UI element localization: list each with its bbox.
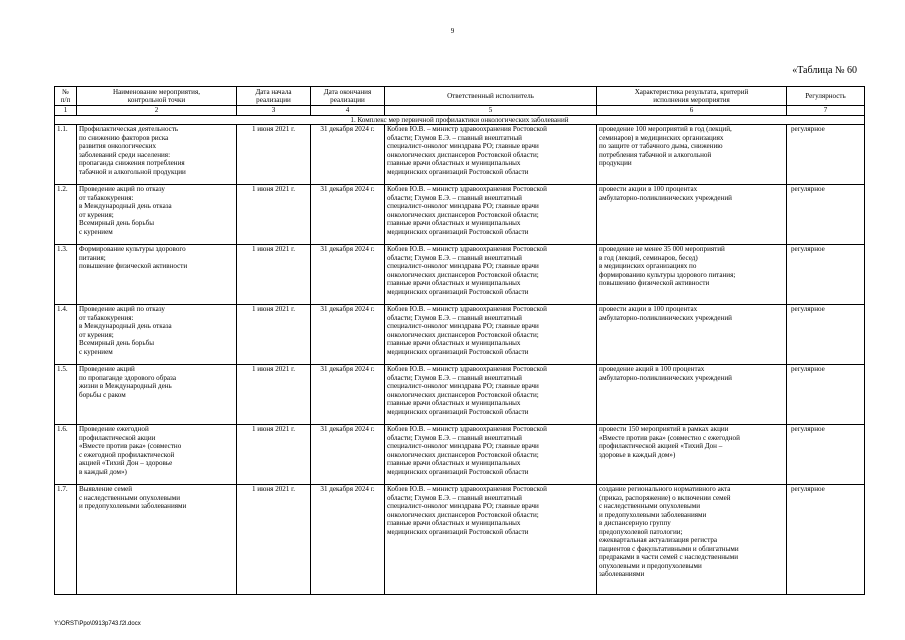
end-date: 31 декабря 2024 г.: [311, 185, 385, 245]
measure-name: Выявление семей с наследственными опухолевыми и предопухолевыми заболеваниями: [77, 485, 237, 595]
result-characteristic: проведение акций в 100 процентах амбулаторно-поликлинических учреждений: [597, 365, 787, 425]
result-characteristic: создание регионального нормативного акта (приказ, распоряжение) о включении семей с наследственными опухолевыми и предопухолевыми заболеваниями в диспансерную группу предопухолевой патологии; ежеквартальная актуализация регистра пациентов с факультативными и облигатными предраками в части семей с наследственными опухолевыми и предопухолевыми заболеваниями: [597, 485, 787, 595]
header-row: [55, 87, 865, 106]
section-title: 1. Комплекс мер первичной профилактики онкологических заболеваний: [55, 115, 865, 125]
row-number: 1.3.: [55, 245, 77, 305]
header-cell: Дата начала реализации: [237, 87, 311, 106]
result-characteristic: проведение 100 мероприятий в год (лекций, семинаров) в медицинских организациях по защите от табачного дыма, снижению потребления табачной и алкогольной продукции: [597, 125, 787, 185]
table-row: [55, 185, 865, 245]
header-cell: Наименование мероприятия, контрольной точки: [77, 87, 237, 106]
column-number-cell: 2: [77, 106, 237, 116]
table-label: «Таблица № 60: [792, 65, 857, 76]
responsible-executor: Кобзев Ю.В. – министр здравоохранения Ростовской области; Глумов Е.Э. – главный внештатный специалист-онколог минздрава РО; главные врачи онкологических диспансеров Ростовской области; главные врачи областных и муниципальных медицинских организаций Ростовской области: [385, 125, 597, 185]
responsible-executor: Кобзев Ю.В. – министр здравоохранения Ростовской области; Глумов Е.Э. – главный внештатный специалист-онколог минздрава РО; главные врачи онкологических диспансеров Ростовской области; главные врачи областных и муниципальных медицинских организаций Ростовской области: [385, 485, 597, 595]
column-number-cell: 3: [237, 106, 311, 116]
measure-name: Проведение акций по пропаганде здорового образа жизни в Международный день борьбы с раком: [77, 365, 237, 425]
header-cell: Регулярность: [787, 87, 865, 106]
regularity: регулярное: [787, 365, 865, 425]
measure-name: Проведение ежегодной профилактической акции «Вместе против рака» (совместно с ежегодной профилактической акцией «Тихий Дон – здоровье в каждый дом»): [77, 425, 237, 485]
end-date: 31 декабря 2024 г.: [311, 365, 385, 425]
regularity: регулярное: [787, 185, 865, 245]
end-date: 31 декабря 2024 г.: [311, 425, 385, 485]
responsible-executor: Кобзев Ю.В. – министр здравоохранения Ростовской области; Глумов Е.Э. – главный внештатный специалист-онколог минздрава РО; главные врачи онкологических диспансеров Ростовской области; главные врачи областных и муниципальных медицинских организаций Ростовской области: [385, 245, 597, 305]
result-characteristic: провести 150 мероприятий в рамках акции «Вместе против рака» (совместно с ежегодной профилактической акцией «Тихий Дон – здоровье в каждый дом»): [597, 425, 787, 485]
measure-name: Проведение акций по отказу от табакокурения: в Международный день отказа от курения; Всемирный день борьбы с курением: [77, 185, 237, 245]
table-row: [55, 125, 865, 185]
column-number-cell: 4: [311, 106, 385, 116]
regularity: регулярное: [787, 125, 865, 185]
table-row: [55, 425, 865, 485]
end-date: 31 декабря 2024 г.: [311, 485, 385, 595]
header-cell: Ответственный исполнитель: [385, 87, 597, 106]
regularity: регулярное: [787, 425, 865, 485]
measure-name: Проведение акций по отказу от табакокурения: в Международный день отказа от курения; Всемирный день борьбы с курением: [77, 305, 237, 365]
result-characteristic: проведение не менее 35 000 мероприятий в год (лекций, семинаров, бесед) в медицинских организациях по формированию культуры здорового питания; повышению физической активности: [597, 245, 787, 305]
table-row: [55, 305, 865, 365]
end-date: 31 декабря 2024 г.: [311, 245, 385, 305]
page-number: 9: [450, 27, 455, 35]
header-cell: Дата окончания реализации: [311, 87, 385, 106]
row-number: 1.4.: [55, 305, 77, 365]
responsible-executor: Кобзев Ю.В. – министр здравоохранения Ростовской области; Глумов Е.Э. – главный внештатный специалист-онколог минздрава РО; главные врачи онкологических диспансеров Ростовской области; главные врачи областных и муниципальных медицинских организаций Ростовской области: [385, 305, 597, 365]
end-date: 31 декабря 2024 г.: [311, 125, 385, 185]
row-number: 1.7.: [55, 485, 77, 595]
row-number: 1.6.: [55, 425, 77, 485]
column-number-cell: 7: [787, 106, 865, 116]
start-date: 1 июня 2021 г.: [237, 125, 311, 185]
column-number-row: [55, 106, 865, 116]
table-row: [55, 485, 865, 595]
start-date: 1 июня 2021 г.: [237, 245, 311, 305]
measure-name: Формирование культуры здорового питания; повышение физической активности: [77, 245, 237, 305]
responsible-executor: Кобзев Ю.В. – министр здравоохранения Ростовской области; Глумов Е.Э. – главный внештатный специалист-онколог минздрава РО; главные врачи онкологических диспансеров Ростовской области; главные врачи областных и муниципальных медицинских организаций Ростовской области: [385, 425, 597, 485]
regularity: регулярное: [787, 305, 865, 365]
section-row: [55, 115, 865, 125]
table-row: [55, 365, 865, 425]
start-date: 1 июня 2021 г.: [237, 365, 311, 425]
header-cell: № п/п: [55, 87, 77, 106]
start-date: 1 июня 2021 г.: [237, 425, 311, 485]
end-date: 31 декабря 2024 г.: [311, 305, 385, 365]
regularity: регулярное: [787, 245, 865, 305]
row-number: 1.2.: [55, 185, 77, 245]
column-number-cell: 6: [597, 106, 787, 116]
regularity: регулярное: [787, 485, 865, 595]
measure-name: Профилактическая деятельность по снижению факторов риска развития онкологических заболеваний среди населения: пропаганда снижения потребления табачной и алкогольной продукции: [77, 125, 237, 185]
table-row: [55, 245, 865, 305]
start-date: 1 июня 2021 г.: [237, 485, 311, 595]
start-date: 1 июня 2021 г.: [237, 305, 311, 365]
responsible-executor: Кобзев Ю.В. – министр здравоохранения Ростовской области; Глумов Е.Э. – главный внештатный специалист-онколог минздрава РО; главные врачи онкологических диспансеров Ростовской области; главные врачи областных и муниципальных медицинских организаций Ростовской области: [385, 365, 597, 425]
footer-file-path: Y:\ORST\Ppo\0913p743.f2l.docx: [54, 621, 141, 627]
result-characteristic: провести акции в 100 процентах амбулаторно-поликлинических учреждений: [597, 185, 787, 245]
column-number-cell: 5: [385, 106, 597, 116]
result-characteristic: провести акции в 100 процентах амбулаторно-поликлинических учреждений: [597, 305, 787, 365]
row-number: 1.5.: [55, 365, 77, 425]
start-date: 1 июня 2021 г.: [237, 185, 311, 245]
row-number: 1.1.: [55, 125, 77, 185]
header-cell: Характеристика результата, критерий исполнения мероприятия: [597, 87, 787, 106]
column-number-cell: 1: [55, 106, 77, 116]
measures-table: [54, 86, 865, 595]
responsible-executor: Кобзев Ю.В. – министр здравоохранения Ростовской области; Глумов Е.Э. – главный внештатный специалист-онколог минздрава РО; главные врачи онкологических диспансеров Ростовской области; главные врачи областных и муниципальных медицинских организаций Ростовской области: [385, 185, 597, 245]
